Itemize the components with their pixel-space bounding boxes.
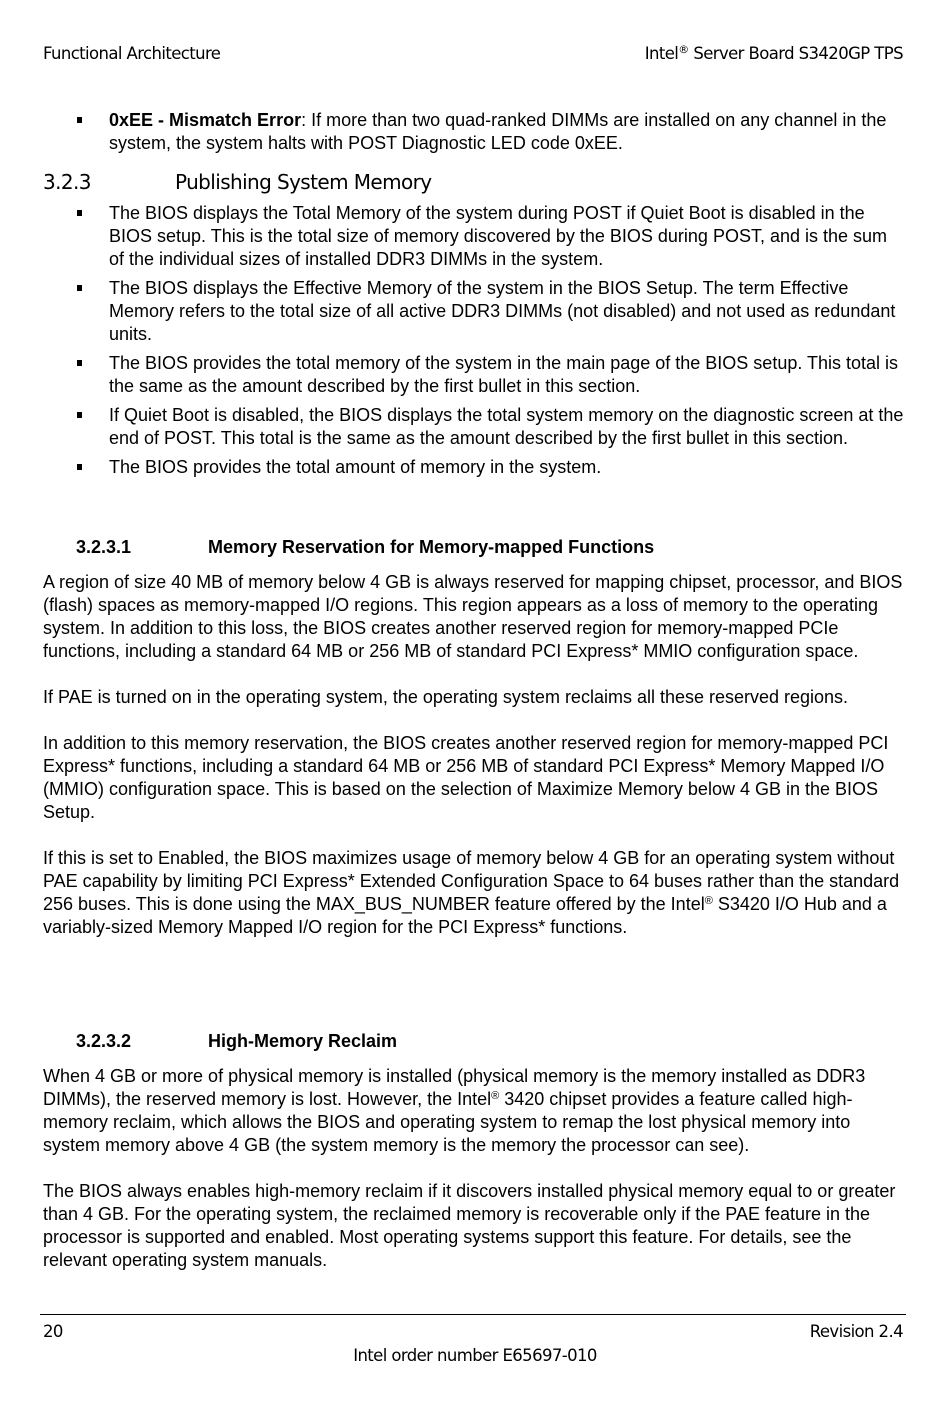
paragraph: The BIOS always enables high-memory reclaim if it discovers installed physical memory equal to or greater than 4 GB. For the operating system, the reclaimed memory is recoverable only if the PAE feature in the processor is supported and enabled. Most operating systems support this feature. For details, see the relevant operating system manuals. xyxy=(43,1181,896,1270)
section-title: Publishing System Memory xyxy=(175,170,432,194)
running-header-left: Functional Architecture xyxy=(43,44,221,63)
revision-label: Revision 2.4 xyxy=(809,1322,903,1341)
registered-mark: ® xyxy=(491,1090,500,1102)
bullet-mismatch-error xyxy=(43,109,905,155)
top-bullet-list xyxy=(43,109,905,155)
bullet-item: The BIOS displays the Total Memory of the system during POST if Quiet Boot is disabled in the BIOS setup. This is the total size of memory discovered by the BIOS during POST, and is the sum of the individual sizes of installed DDR3 DIMMs in the system. xyxy=(43,202,905,271)
paragraph-text: S3420 I/O Hub and a variably-sized Memory Mapped I/O region for the PCI Express* functions. xyxy=(43,894,887,937)
section-number: 3.2.3 xyxy=(43,170,91,194)
subsection-number: 3.2.3.2 xyxy=(76,1031,132,1051)
paragraph xyxy=(43,1065,905,1157)
memory-reservation-text xyxy=(43,571,905,939)
registered-mark: ® xyxy=(704,895,713,907)
bullet-item: The BIOS displays the Effective Memory of the system in the BIOS Setup. The term Effective Memory refers to the total size of all active DDR3 DIMMs (not disabled) and not used as redundant units. xyxy=(43,277,905,346)
paragraph: In addition to this memory reservation, the BIOS creates another reserved region for memory-mapped PCI Express* functions, including a standard 64 MB or 256 MB of standard PCI Express* Memory Mapped I/O (MMIO) configuration space. This is based on the selection of Maximize Memory below 4 GB in the BIOS Setup. xyxy=(43,733,889,822)
subsection-heading-3-2-3-1 xyxy=(76,537,654,558)
paragraph xyxy=(43,847,905,939)
paragraph-text: If this is set to Enabled, the BIOS maximizes usage of memory below 4 GB for an operating system without PAE capability by limiting PCI Express* Extended Configuration Space to 64 buses rather than the standard 256 buses. This is done using the MAX_BUS_NUMBER feature offered by the Intel xyxy=(43,848,900,914)
publishing-memory-bullets xyxy=(43,202,905,479)
order-number: Intel order number E65697-010 xyxy=(353,1346,597,1365)
footer-rule xyxy=(40,1314,906,1315)
subsection-heading-3-2-3-2 xyxy=(76,1031,397,1052)
header-brand: Intel xyxy=(644,44,679,63)
bullet-item: The BIOS provides the total amount of memory in the system. xyxy=(43,456,905,479)
bullet-item: If Quiet Boot is disabled, the BIOS displays the total system memory on the diagnostic screen at the end of POST. This total is the same as the amount described by the first bullet in this section. xyxy=(43,404,905,450)
paragraph-text: 3420 chipset provides a feature called high-memory reclaim, which allows the BIOS and operating system to remap the lost physical memory into system memory above 4 GB (the system memory is the memory the processor can see). xyxy=(43,1089,853,1155)
header-product: Server Board S3420GP TPS xyxy=(688,44,903,63)
bullet-text: : If more than two quad-ranked DIMMs are installed on any channel in the system, the system halts with POST Diagnostic LED code 0xEE. xyxy=(109,110,887,153)
paragraph: If PAE is turned on in the operating system, the operating system reclaims all these reserved regions. xyxy=(43,687,849,707)
subsection-title: Memory Reservation for Memory-mapped Functions xyxy=(208,537,655,557)
bullet-bold-term: 0xEE - Mismatch Error xyxy=(109,110,302,130)
section-heading-3-2-3 xyxy=(43,170,431,194)
registered-mark: ® xyxy=(678,43,689,56)
paragraph: A region of size 40 MB of memory below 4 GB is always reserved for mapping chipset, processor, and BIOS (flash) spaces as memory-mapped I/O regions. This region appears as a loss of memory to the operating system. In addition to this loss, the BIOS creates another reserved region for memory-mapped PCIe functions, including a standard 64 MB or 256 MB of standard PCI Express* MMIO configuration space. xyxy=(43,572,903,661)
subsection-title: High-Memory Reclaim xyxy=(208,1031,398,1051)
subsection-number: 3.2.3.1 xyxy=(76,537,132,557)
bullet-item: The BIOS provides the total memory of the system in the main page of the BIOS setup. This total is the same as the amount described by the first bullet in this section. xyxy=(43,352,905,398)
page-number: 20 xyxy=(43,1322,63,1341)
paragraph-text: When 4 GB or more of physical memory is installed (physical memory is the memory installed as DDR3 DIMMs), the reserved memory is lost. However, the Intel xyxy=(43,1066,866,1109)
high-memory-reclaim-text xyxy=(43,1065,905,1272)
running-header-right xyxy=(645,44,903,63)
